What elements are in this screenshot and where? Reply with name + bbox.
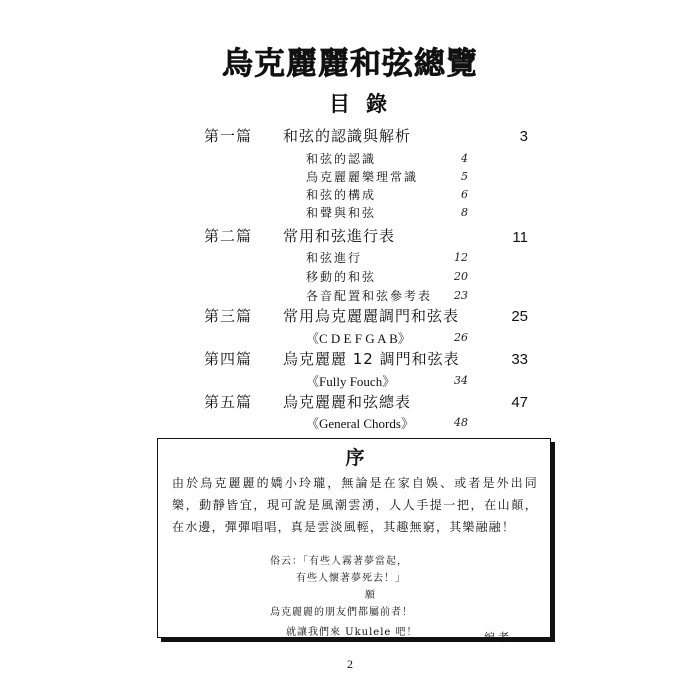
chapter-2-item-1-title[interactable]: 和弦進行 xyxy=(306,251,363,265)
chapter-2-title[interactable]: 常用和弦進行表 xyxy=(283,227,396,245)
chapter-1-item-4-title[interactable]: 和聲與和弦 xyxy=(306,206,377,220)
chapter-3-page: 25 xyxy=(511,308,528,325)
chapter-3-item-1-title[interactable]: 《C D E F G A B》 xyxy=(306,331,411,346)
chapter-2-label: 第二篇 xyxy=(204,227,253,245)
preface-signature: 編者 xyxy=(484,631,512,644)
page-number: 2 xyxy=(347,657,353,671)
chapter-1-item-4-page: 8 xyxy=(461,206,468,219)
chapter-1-item-2-page: 5 xyxy=(461,170,468,183)
chapter-4-label: 第四篇 xyxy=(204,350,253,368)
chapter-5-item-1-title[interactable]: 《General Chords》 xyxy=(306,416,414,431)
chapter-1-item-1-title[interactable]: 和弦的認識 xyxy=(306,152,377,166)
preface-title: 序 xyxy=(345,447,365,469)
chapter-1-page: 3 xyxy=(519,128,528,145)
chapter-1-label: 第一篇 xyxy=(204,127,253,145)
toc-heading: 目錄 xyxy=(329,92,403,116)
chapter-5-item-1-page: 48 xyxy=(454,416,468,429)
chapter-1-item-2-title[interactable]: 烏克麗麗樂理常識 xyxy=(306,170,419,184)
chapter-2-item-2-page: 20 xyxy=(454,270,468,283)
chapter-1-item-3-title[interactable]: 和弦的構成 xyxy=(306,188,377,202)
chapter-3-title[interactable]: 常用烏克麗麗調門和弦表 xyxy=(283,307,460,325)
chapter-1-title[interactable]: 和弦的認識與解析 xyxy=(283,127,412,145)
book-title: 烏克麗麗和弦總覽 xyxy=(222,46,478,82)
preface-quote-line-4: 烏克麗麗的朋友們都屬前者！ xyxy=(270,607,413,618)
preface-quote-line-1: 俗云：「有些人霧著夢當起， xyxy=(270,556,408,567)
chapter-4-title[interactable]: 烏克麗麗 12 調門和弦表 xyxy=(283,350,460,368)
chapter-5-label: 第五篇 xyxy=(204,393,253,411)
chapter-4-item-1-page: 34 xyxy=(454,374,468,387)
chapter-1-item-1-page: 4 xyxy=(461,152,468,165)
chapter-2-item-3-page: 23 xyxy=(454,289,468,302)
preface-box xyxy=(157,438,551,644)
preface-paragraph: 由於烏克麗麗的嬌小玲瓏，無論是在家自娛、或者是外出同樂，動靜皆宜，現可說是風潮雲湧，人人手提一把，在山顛，在水邊，彈彈唱唱，真是雲淡風輕，其趣無窮，其樂融融！ xyxy=(172,476,538,534)
chapter-3-item-1-page: 26 xyxy=(454,331,468,344)
chapter-2-page: 11 xyxy=(512,229,528,246)
chapter-5-page: 47 xyxy=(511,394,528,411)
preface-quote-line-3: 願 xyxy=(365,590,376,601)
chapter-2-item-3-title[interactable]: 各音配置和弦參考表 xyxy=(306,289,433,303)
chapter-4-item-1-title[interactable]: 《Fully Fouch》 xyxy=(306,374,396,389)
chapter-1-item-3-page: 6 xyxy=(461,188,468,201)
preface-closing: 就讓我們來 Ukulele 吧！ xyxy=(286,627,418,638)
chapter-2-item-1-page: 12 xyxy=(454,251,468,264)
chapter-3-label: 第三篇 xyxy=(204,307,253,325)
chapter-2-item-2-title[interactable]: 移動的和弦 xyxy=(306,270,377,284)
chapter-5-title[interactable]: 烏克麗麗和弦總表 xyxy=(283,393,412,411)
preface-quote-line-2: 有些人懷著夢死去！」 xyxy=(296,573,406,584)
chapter-4-page: 33 xyxy=(511,351,528,368)
